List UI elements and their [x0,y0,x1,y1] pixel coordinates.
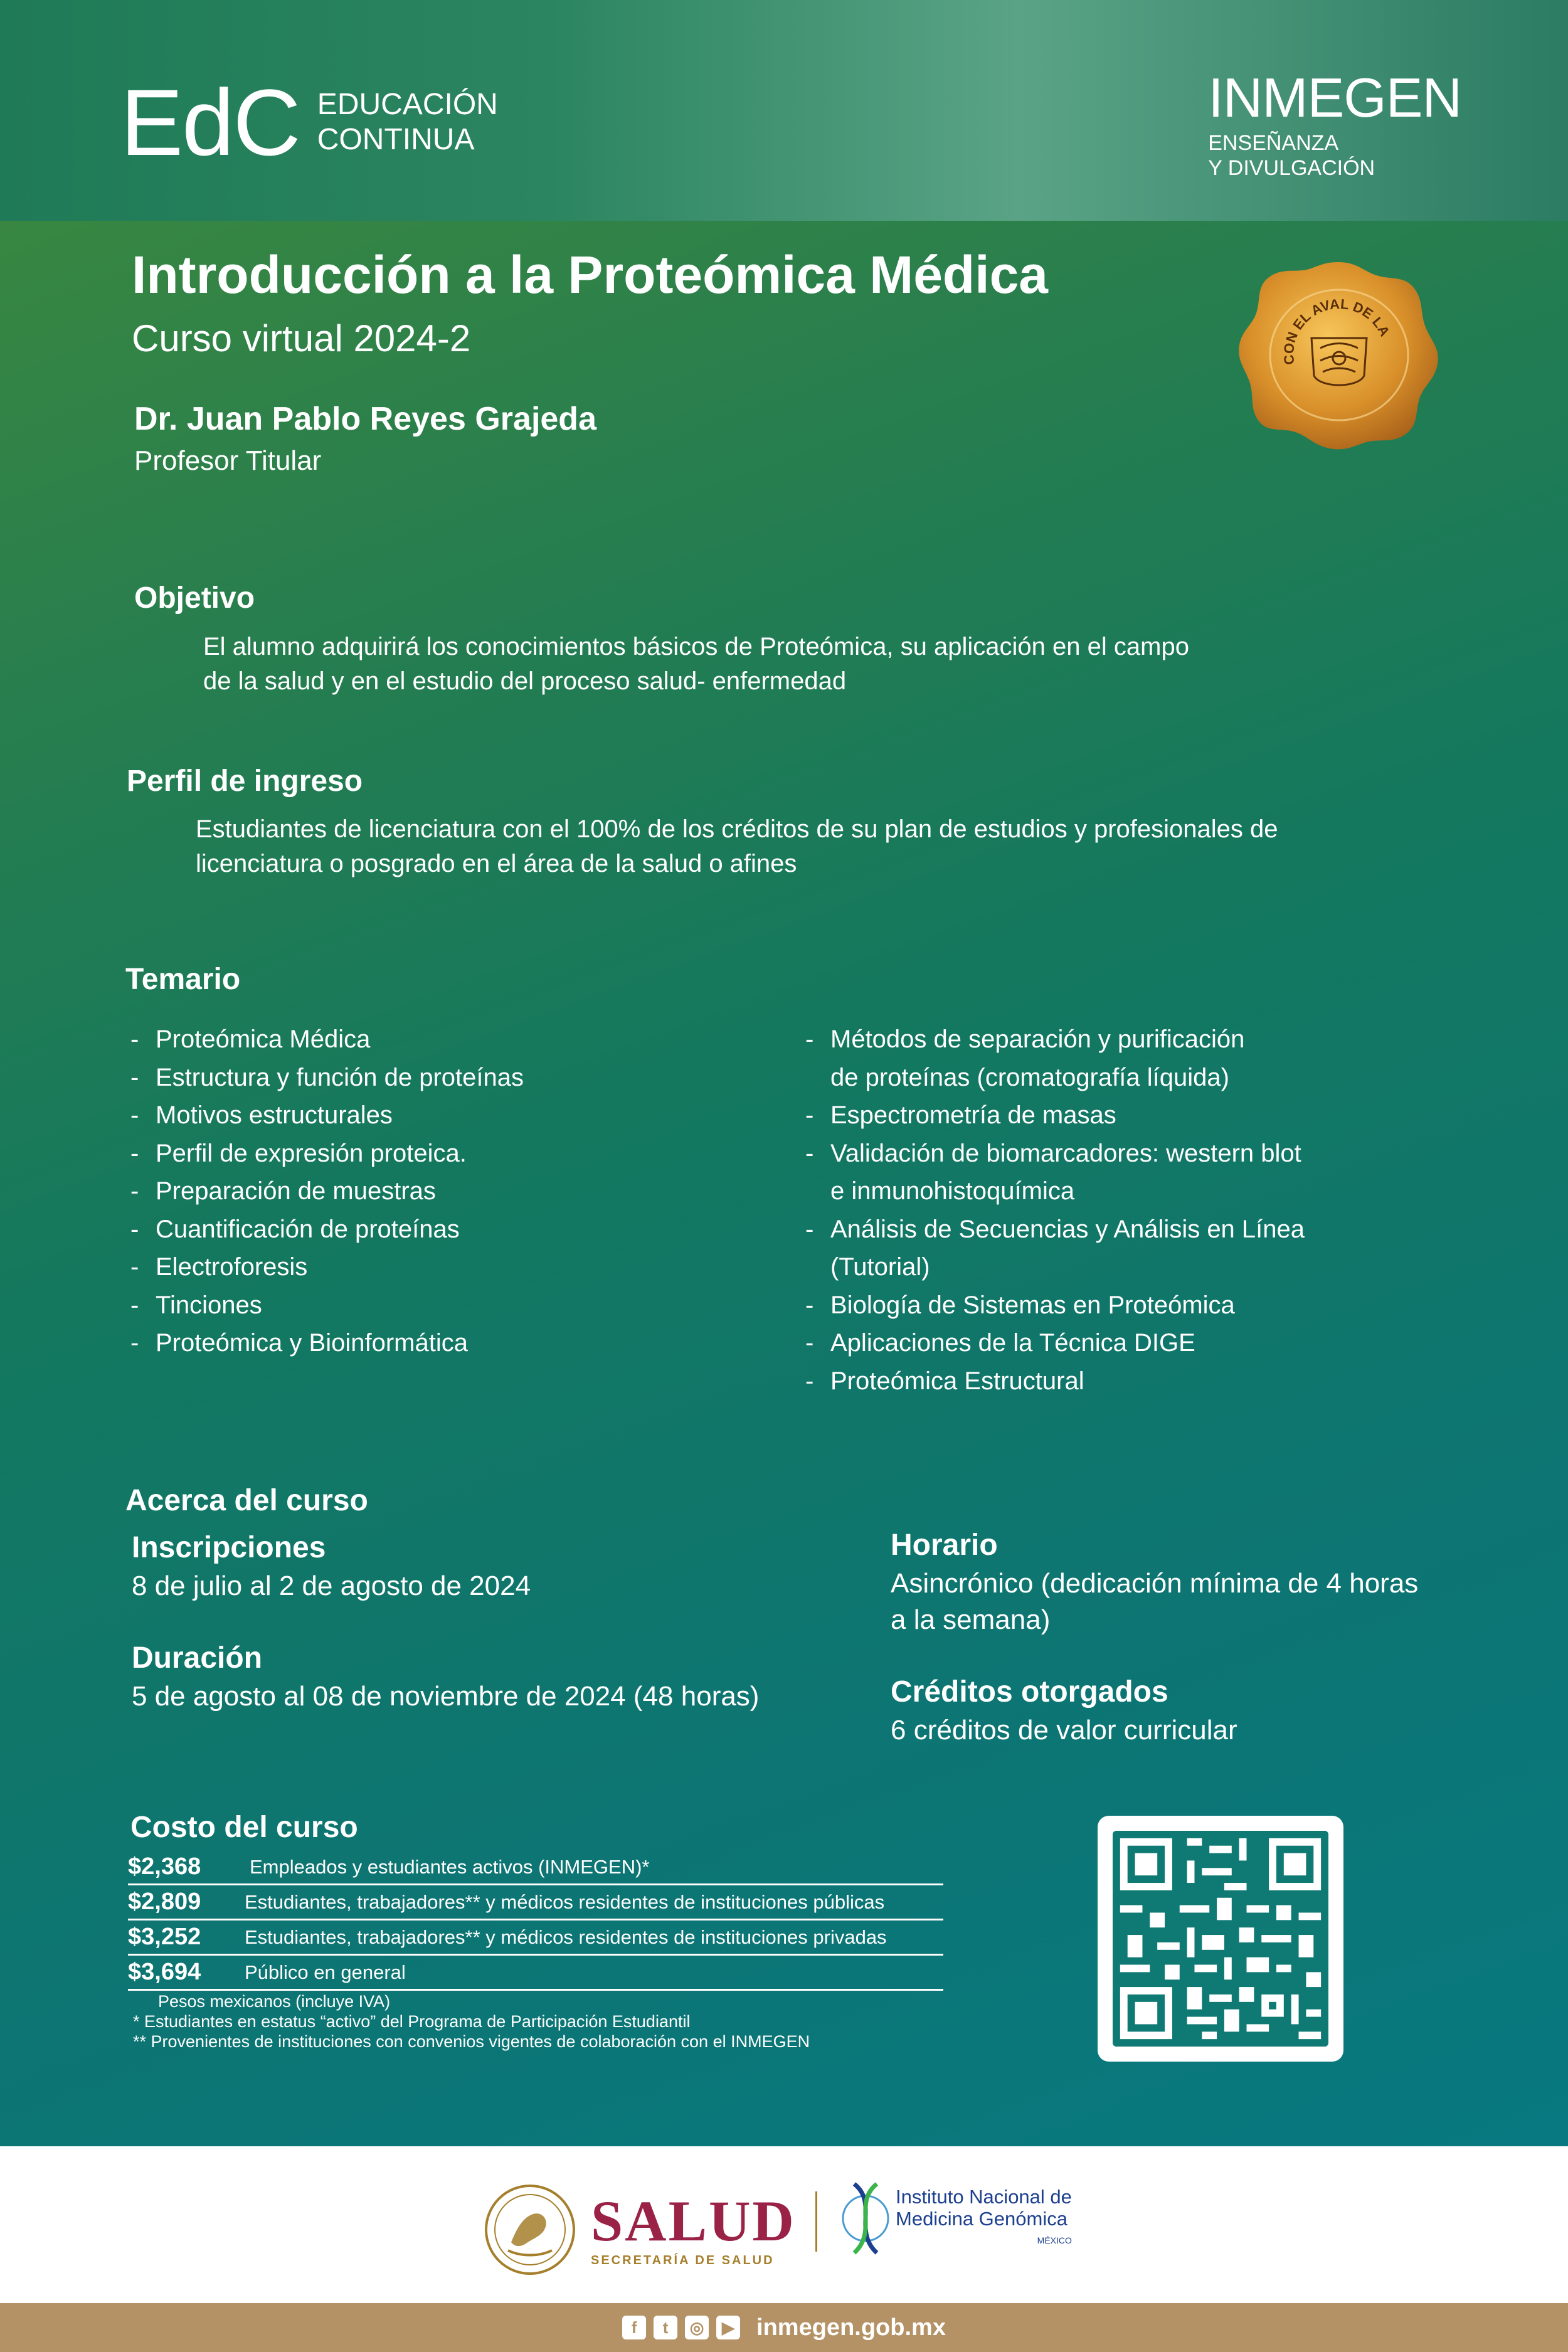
list-item-continuation: (Tutorial) [830,1253,930,1281]
list-item: - Perfil de expresión proteica. [130,1139,467,1167]
horario-label: Horario [891,1528,998,1562]
course-title: Introducción a la Proteómica Médica [132,245,1049,304]
inmegen-sub-line1: ENSEÑANZA [1208,131,1339,155]
list-item-continuation: de proteínas (cromatografía líquida) [830,1063,1229,1091]
logo-divider [815,2191,817,2252]
cost-row [128,1885,943,1920]
acerca-heading: Acerca del curso [125,1484,368,1517]
edc-text [317,87,498,157]
objetivo-line1: El alumno adquirirá los conocimientos básicos de Proteómica, su aplicación en el campo [203,633,1189,660]
list-item: - Electroforesis [130,1253,308,1281]
temario-list-right [805,1020,1305,1400]
cost-desc: Estudiantes, trabajadores** y médicos residentes de instituciones públicas [245,1890,885,1913]
list-item: - Validación de biomarcadores: western blot [805,1139,1301,1167]
cost-row [128,1956,943,1991]
list-item: - Motivos estructurales [130,1101,393,1129]
inmegen-name: INMEGEN [1208,66,1461,129]
footnote-1: * Estudiantes en estatus “activo” del Programa de Participación Estudiantil [133,2012,691,2031]
mexico-coat-of-arms-icon [483,2183,577,2277]
footnote-2: ** Provenientes de instituciones con convenios vigentes de colaboración con el INMEGEN [133,2032,810,2051]
inmegen-sub-line2: Y DIVULGACIÓN [1208,156,1375,180]
objetivo-text [203,630,1189,699]
cost-desc: Estudiantes, trabajadores** y médicos residentes de instituciones privadas [245,1926,887,1948]
salud-subtitle: SECRETARÍA DE SALUD [591,2253,775,2267]
edc-line1: EDUCACIÓN [317,88,498,121]
edc-mark: EdC [120,70,300,175]
list-item: - Análisis de Secuencias y Análisis en Línea [805,1215,1305,1243]
edc-line2: CONTINUA [317,123,475,156]
inscripciones-value: 8 de julio al 2 de agosto de 2024 [132,1571,531,1601]
qr-modules-icon [1113,1831,1328,2047]
list-item: - Proteómica y Bioinformática [130,1329,468,1357]
horario-value [891,1565,1418,1638]
list-item: - Proteómica Estructural [805,1367,1084,1395]
perfil-line1: Estudiantes de licenciatura con el 100% de los créditos de su plan de estudios y profesionales de [196,815,1278,843]
seal-text: CON EL AVAL DE LA [1280,295,1393,366]
professor-name: Dr. Juan Pablo Reyes Grajeda [134,401,596,437]
inmegen-logo [1208,66,1461,181]
creditos-label: Créditos otorgados [891,1675,1168,1708]
cost-desc: Público en general [245,1961,406,1983]
cost-price: $2,368 [128,1853,201,1880]
course-subtitle: Curso virtual 2024-2 [132,317,471,359]
creditos-value: 6 créditos de valor curricular [891,1715,1237,1745]
duracion-value: 5 de agosto al 08 de noviembre de 2024 (48 horas) [132,1681,760,1712]
header-bar [0,0,1568,221]
currency-note: Pesos mexicanos (incluye IVA) [158,1992,391,2011]
qr-code-icon[interactable] [1098,1816,1343,2062]
cost-price: $3,694 [128,1959,201,1985]
duracion-label: Duración [132,1641,263,1675]
inmegen-institute-text [896,2186,1072,2252]
footer [0,2146,1568,2303]
website-link[interactable]: inmegen.gob.mx [756,2314,946,2341]
list-item: - Cuantificación de proteínas [130,1215,460,1243]
temario-list-left [130,1020,524,1362]
list-item: - Métodos de separación y purificación [805,1025,1245,1053]
list-item: - Tinciones [130,1291,262,1319]
perfil-line2: licenciatura o posgrado en el área de la salud o afines [196,850,797,877]
perfil-text [196,812,1278,881]
costo-heading: Costo del curso [130,1811,358,1844]
professor-role: Profesor Titular [134,445,322,476]
salud-title: SALUD [591,2188,796,2253]
perfil-heading: Perfil de ingreso [127,765,363,798]
inmegen-institute-line2: Medicina Genómica [896,2207,1067,2230]
inmegen-institute-logo [840,2171,1072,2265]
qr-pattern [1113,1831,1328,2047]
edc-logo [120,70,498,175]
youtube-icon[interactable]: ▶ [716,2316,740,2339]
cost-price: $2,809 [128,1888,201,1915]
inmegen-institute-country: MÉXICO [1037,2235,1072,2245]
twitter-icon[interactable]: t [654,2316,677,2339]
cost-row [128,1920,943,1956]
instagram-icon[interactable]: ◎ [685,2316,709,2339]
facebook-icon[interactable]: f [622,2316,646,2339]
list-item: - Proteómica Médica [130,1025,371,1053]
bottom-bar [0,2303,1568,2352]
list-item: - Preparación de muestras [130,1177,436,1205]
inmegen-institute-line1: Instituto Nacional de [896,2185,1072,2208]
inscripciones-label: Inscripciones [132,1531,326,1564]
horario-line2: a la semana) [891,1604,1051,1635]
unam-seal-icon [1236,257,1443,452]
cost-price: $3,252 [128,1924,201,1950]
horario-line1: Asincrónico (dedicación mínima de 4 horas [891,1568,1419,1599]
list-item: - Estructura y función de proteínas [130,1063,524,1091]
temario-heading: Temario [125,963,241,996]
list-item: - Biología de Sistemas en Proteómica [805,1291,1235,1319]
cost-row [128,1850,943,1885]
inmegen-sub [1208,130,1461,181]
list-item: - Espectrometría de masas [805,1101,1116,1129]
objetivo-heading: Objetivo [134,581,255,615]
salud-logo [483,2183,796,2277]
social-icons [622,2316,740,2339]
list-item: - Aplicaciones de la Técnica DIGE [805,1329,1195,1357]
cost-desc: Empleados y estudiantes activos (INMEGEN)* [250,1855,650,1878]
objetivo-line2: de la salud y en el estudio del proceso salud- enfermedad [203,667,847,695]
salud-wordmark [591,2188,796,2268]
dna-helix-icon [840,2171,891,2265]
list-item-continuation: e inmunohistoquímica [830,1177,1075,1205]
